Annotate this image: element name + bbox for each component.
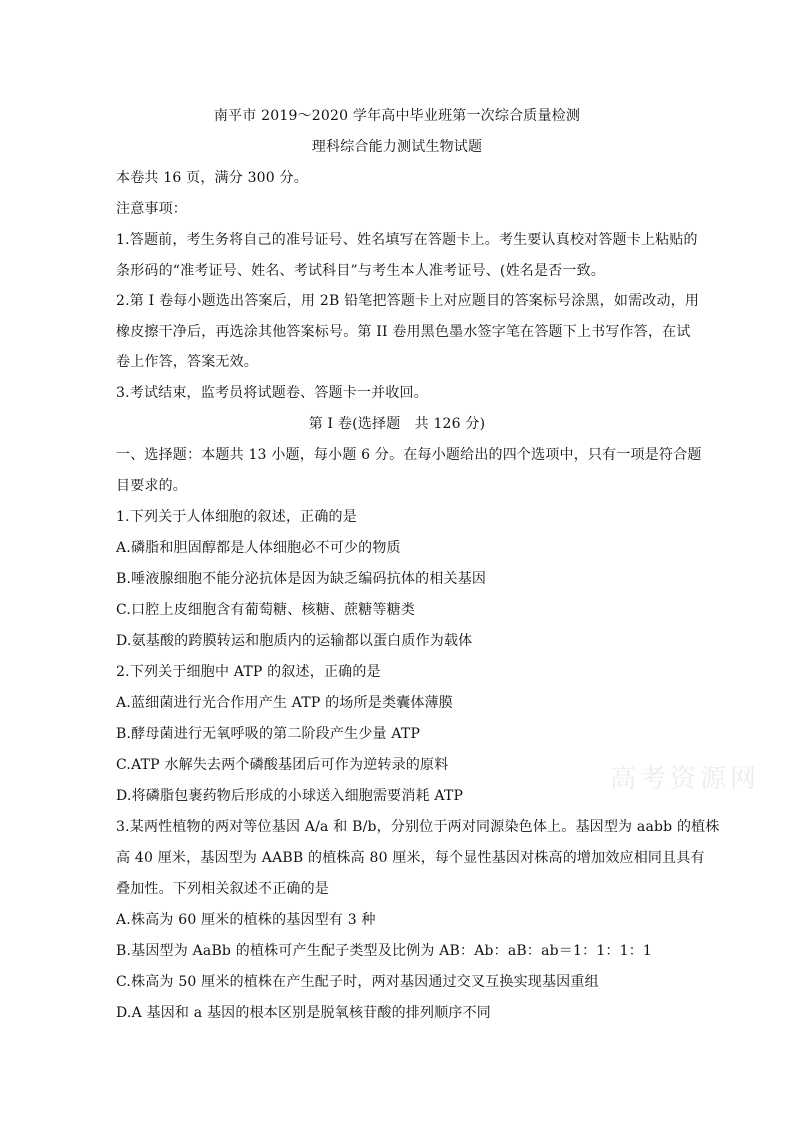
question-stem: 3.某两性植物的两对等位基因 A/a 和 B/b，分别位于两对同源染色体上。基因型为 aabb 的植株 (116, 819, 720, 835)
notice-line: 条形码的“准考证号、姓名、考试科目”与考生本人准考证号、(姓名是否一致。 (116, 263, 605, 279)
answer-option: C.口腔上皮细胞含有葡萄糖、核糖、蔗糖等糖类 (116, 602, 416, 618)
section-title: 第 I 卷(选择题 共 126 分) (308, 416, 486, 432)
notice-line: 2.第 I 卷每小题选出答案后，用 2B 铅笔把答题卡上对应题目的答案标号涂黑，如需改动，用 (116, 293, 700, 309)
notice-line: 1.答题前，考生务将自己的准号证号、姓名填写在答题卡上。考生要认真校对答题卡上粘贴的 (116, 232, 698, 248)
answer-option: D.A 基因和 a 基因的根本区别是脱氧核苷酸的排列顺序不同 (116, 1005, 491, 1021)
question-stem: 高 40 厘米，基因型为 AABB 的植株高 80 厘米，每个显性基因对株高的增加效应相同且具有 (116, 850, 705, 866)
question-stem: 1.下列关于人体细胞的叙述，正确的是 (116, 509, 357, 525)
notice-heading: 注意事项： (116, 201, 187, 217)
pages-info: 本卷共 16 页，满分 300 分。 (116, 170, 308, 186)
section-instructions: 一、选择题：本题共 13 小题，每小题 6 分。在每小题给出的四个选项中，只有一项是符合题 (116, 447, 702, 463)
notice-line: 3.考试结束，监考员将试题卷、答题卡一并收回。 (116, 385, 428, 401)
exam-subtitle: 理科综合能力测试生物试题 (311, 139, 483, 155)
answer-option: A.蓝细菌进行光合作用产生 ATP 的场所是类囊体薄膜 (116, 695, 453, 711)
section-instructions: 目要求的。 (116, 478, 187, 494)
answer-option: A.株高为 60 厘米的植株的基因型有 3 种 (116, 912, 376, 928)
exam-title: 南平市 2019～2020 学年高中毕业班第一次综合质量检测 (213, 108, 581, 124)
answer-option: B.唾液腺细胞不能分泌抗体是因为缺乏编码抗体的相关基因 (116, 571, 487, 587)
question-stem: 2.下列关于细胞中 ATP 的叙述，正确的是 (116, 664, 381, 680)
answer-option: C.株高为 50 厘米的植株在产生配子时，两对基因通过交叉互换实现基因重组 (116, 974, 599, 990)
answer-option: B.基因型为 AaBb 的植株可产生配子类型及比例为 AB：Ab：aB：ab＝1：1：1：1 (116, 943, 653, 959)
answer-option: D.氨基酸的跨膜转运和胞质内的运输都以蛋白质作为载体 (116, 633, 473, 649)
answer-option: A.磷脂和胆固醇都是人体细胞必不可少的物质 (116, 540, 401, 556)
answer-option: B.酵母菌进行无氧呼吸的第二阶段产生少量 ATP (116, 726, 421, 742)
notice-line: 橡皮擦干净后，再选涂其他答案标号。第 II 卷用黑色墨水签字笔在答题下上书写作答，在试 (116, 324, 691, 340)
watermark: 高考资源网 (610, 764, 761, 794)
question-stem: 叠加性。下列相关叙述不正确的是 (116, 881, 329, 897)
notice-line: 卷上作答，答案无效。 (116, 354, 258, 370)
answer-option: C.ATP 水解失去两个磷酸基团后可作为逆转录的原料 (116, 757, 449, 773)
answer-option: D.将磷脂包裹药物后形成的小球送入细胞需要消耗 ATP (116, 788, 464, 804)
